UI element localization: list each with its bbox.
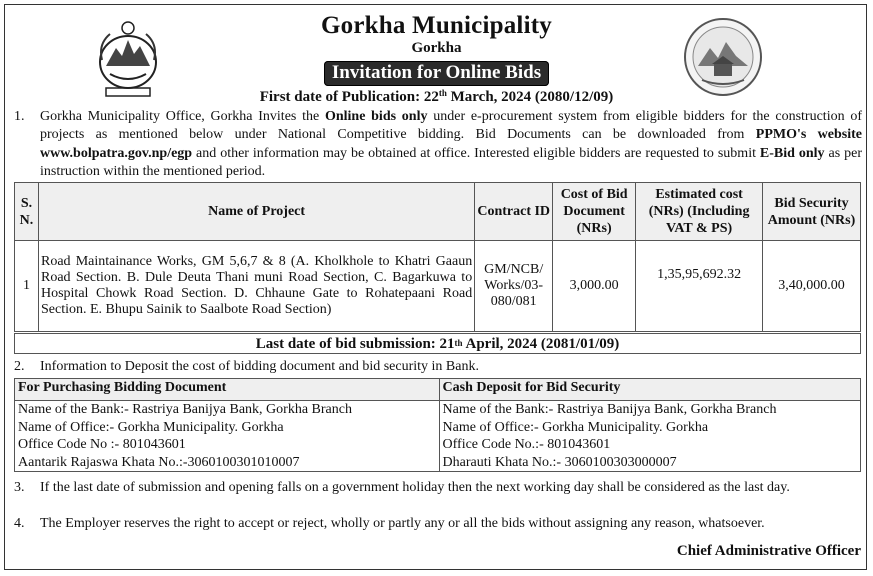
last-submission-date: Last date of bid submission: 21th April, 2024 (2081/01/09): [14, 333, 861, 354]
header-estimated-cost: Estimated cost (NRs) (Including VAT & PS): [636, 183, 763, 241]
item-2-text: Information to Deposit the cost of bidding document and bid security in Bank.: [40, 359, 479, 374]
header-sn: S. N.: [15, 183, 39, 241]
bank-left-line: Office Code No :- 801043601: [18, 437, 186, 452]
bank-left-details: [15, 401, 440, 472]
row-bid-document-cost: 3,000.00: [553, 241, 636, 332]
bank-left-line: Name of the Bank:- Rastriya Banijya Bank, Gorkha Branch: [18, 402, 352, 417]
header-bid-security: Bid Security Amount (NRs): [763, 183, 861, 241]
row-sn: 1: [15, 241, 39, 332]
row-bid-security: 3,40,000.00: [763, 241, 861, 332]
bank-left-line: Name of Office:- Gorkha Municipality. Gorkha: [18, 419, 284, 435]
project-table: [14, 182, 861, 332]
bank-left-header: For Purchasing Bidding Document: [15, 379, 440, 401]
item-2: 2. Information to Deposit the cost of bidding document and bid security in Bank.: [14, 358, 862, 376]
bank-right-line: Dharauti Khata No.:- 3060100303000007: [442, 454, 677, 470]
item-1: 1. Gorkha Municipality Office, Gorkha Invites the Online bids only under e-procurement system from eligible bidders for the construction of projects as mentioned below under National Competitive bidding. Bid Documents can be downloaded from PPMO's website www.bolpatra.gov.np/egp and other information may be obtained at office. Interested eligible bidders are requested to submit E-Bid only as per instruction within the mentioned period.: [14, 108, 862, 181]
bank-left-line: Aantarik Rajaswa Khata No.:-3060100301010007: [18, 454, 300, 470]
table-row: [15, 241, 861, 332]
notice-banner: Invitation for Online Bids: [324, 61, 549, 86]
item-4-text: The Employer reserves the right to accept or reject, wholly or partly any or all the bids without assigning any reason, whatsoever.: [40, 516, 765, 531]
row-estimated-cost: 1,35,95,692.32: [636, 241, 763, 332]
row-project-name: Road Maintainance Works, GM 5,6,7 & 8 (A. Kholkhole to Khatri Gaaun Road Section. B. Dule Deuta Thani muni Road Section, C. Bagarkuwa to Hospital Chowk Road Section. D. Chhaune Gate to Rohatepaani Road Section. E. Bhupu Sainik to Saalbote Road Section): [38, 241, 474, 332]
header-bid-document-cost: Cost of Bid Document (NRs): [553, 183, 636, 241]
publication-date: First date of Publication: 22th March, 2024 (2080/12/09): [259, 88, 614, 105]
page-subtitle: Gorkha: [411, 40, 462, 56]
signature-title: Chief Administrative Officer: [676, 543, 861, 559]
row-contract-id: GM/NCB/ Works/03-080/081: [475, 241, 553, 332]
item-1-text: Gorkha Municipality Office, Gorkha Invites the Online bids only under e-procurement system from eligible bidders for the construction of projects as mentioned below under National Competitive bidding. Bid Documents can be downloaded from PPMO's website www.bolpatra.gov.np/egp and other information may be obtained at office. Interested eligible bidders are requested to submit E-Bid only as per instruction within the mentioned period.: [40, 109, 862, 179]
bank-right-header: Cash Deposit for Bid Security: [439, 379, 860, 401]
project-table-header-row: [15, 183, 861, 241]
header-project-name: Name of Project: [38, 183, 474, 241]
bank-info-table: [14, 378, 861, 472]
item-3: 3. If the last date of submission and opening falls on a government holiday then the next working day shall be considered as the last day.: [14, 479, 862, 497]
bank-right-details: [439, 401, 860, 472]
page-title: Gorkha Municipality: [321, 12, 552, 39]
bank-right-line: Name of Office:- Gorkha Municipality. Gorkha: [442, 419, 709, 435]
bank-right-line: Name of the Bank:- Rastriya Banijya Bank, Gorkha Branch: [442, 402, 777, 417]
bank-right-line: Office Code No.:- 801043601: [442, 437, 611, 452]
item-3-text: If the last date of submission and opening falls on a government holiday then the next working day shall be considered as the last day.: [40, 480, 790, 495]
item-4: 4. The Employer reserves the right to accept or reject, wholly or partly any or all the bids without assigning any reason, whatsoever.: [14, 515, 862, 533]
header-contract-id: Contract ID: [475, 183, 553, 241]
